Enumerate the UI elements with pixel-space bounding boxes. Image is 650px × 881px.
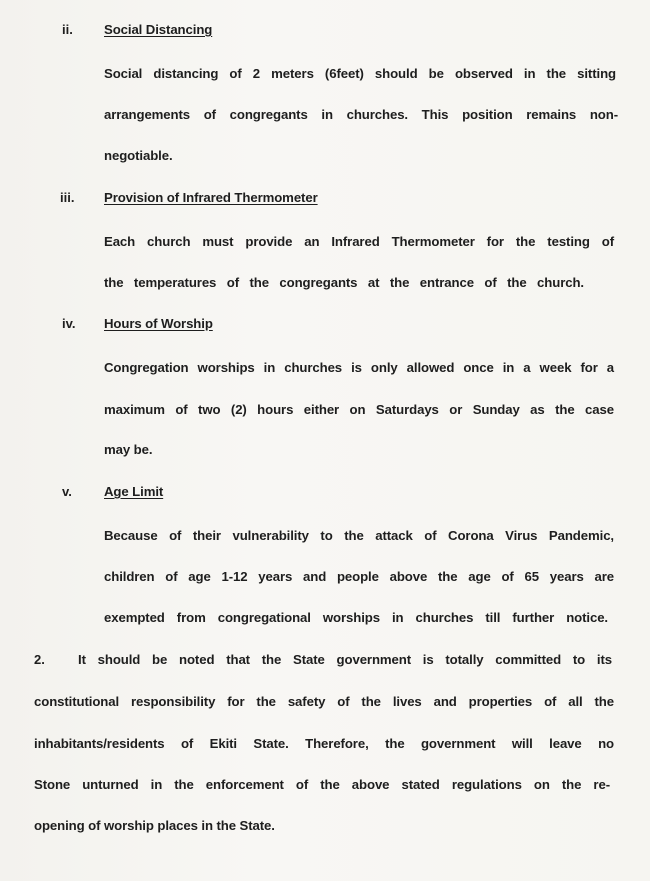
- item-v-heading: Age Limit: [104, 484, 164, 499]
- item-iv-heading: Hours of Worship: [104, 316, 213, 331]
- paragraph-2-line-1: It should be noted that the State government is totally committed to its: [78, 652, 612, 667]
- item-v-numeral: v.: [62, 484, 72, 499]
- item-iv-line-2: maximum of two (2) hours either on Saturdays or Sunday as the case: [104, 402, 614, 417]
- item-ii-numeral: ii.: [62, 22, 73, 37]
- paragraph-2-line-3: inhabitants/residents of Ekiti State. Therefore, the government will leave no: [34, 736, 614, 751]
- paragraph-2-line-2: constitutional responsibility for the safety of the lives and properties of all the: [34, 694, 614, 709]
- item-v-line-3: exempted from congregational worships in churches till further notice.: [104, 610, 608, 625]
- item-iv-line-3: may be.: [104, 442, 153, 457]
- item-iii-numeral: iii.: [60, 190, 75, 205]
- item-ii-line-1: Social distancing of 2 meters (6feet) should be observed in the sitting: [104, 66, 616, 81]
- paragraph-2-line-4: Stone unturned in the enforcement of the above stated regulations on the re-: [34, 777, 610, 792]
- item-ii-line-3: negotiable.: [104, 148, 173, 163]
- item-ii-heading: Social Distancing: [104, 22, 213, 37]
- paragraph-2-line-5: opening of worship places in the State.: [34, 818, 275, 833]
- item-iii-line-2: the temperatures of the congregants at the entrance of the church.: [104, 275, 584, 290]
- item-iii-line-1: Each church must provide an Infrared Thermometer for the testing of: [104, 234, 614, 249]
- item-ii-line-2: arrangements of congregants in churches. This position remains non-: [104, 107, 618, 122]
- item-iv-numeral: iv.: [62, 316, 76, 331]
- item-v-line-1: Because of their vulnerability to the attack of Corona Virus Pandemic,: [104, 528, 614, 543]
- item-v-line-2: children of age 1-12 years and people above the age of 65 years are: [104, 569, 614, 584]
- paragraph-2-number: 2.: [34, 652, 45, 667]
- item-iii-heading: Provision of Infrared Thermometer: [104, 190, 318, 205]
- item-iv-line-1: Congregation worships in churches is only allowed once in a week for a: [104, 360, 614, 375]
